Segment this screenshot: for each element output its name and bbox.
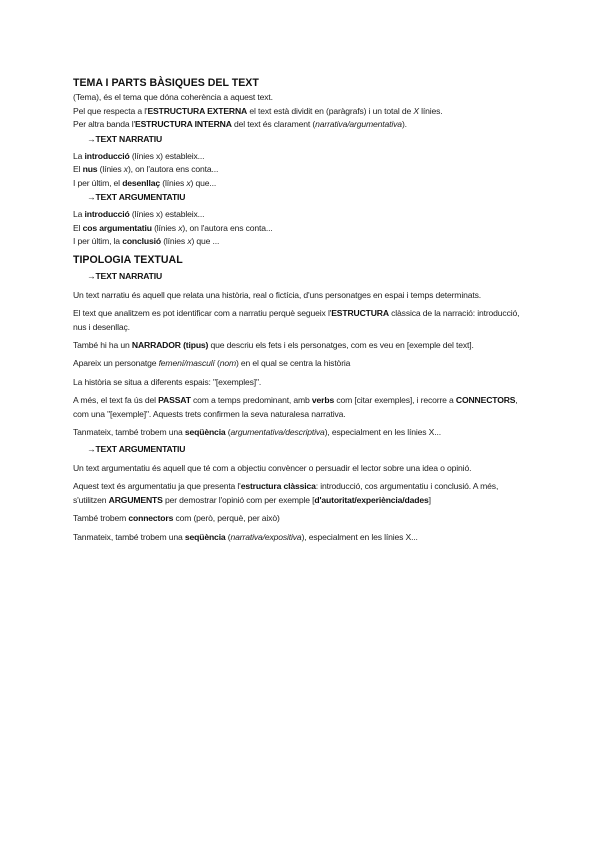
bold-term: nus xyxy=(82,164,98,174)
intro-line xyxy=(73,118,533,132)
bold-term: ESTRUCTURA EXTERNA xyxy=(147,105,248,116)
bold-term: ESTRUCTURA INTERNA xyxy=(135,119,232,129)
italic-term: x xyxy=(186,177,191,188)
text: ) que ... xyxy=(191,236,220,246)
text: El xyxy=(73,222,83,233)
structure-line xyxy=(73,150,533,164)
text: per demostrar l'opinió com per exemple [ xyxy=(162,495,315,506)
text: ] xyxy=(428,495,431,506)
text: ), especialment en les línies X... xyxy=(301,531,418,542)
text: com (però, perquè, per això) xyxy=(173,513,280,524)
subheading-text-narratiu: →TEXT NARRATIU xyxy=(87,270,163,281)
text: del text és clarament ( xyxy=(231,119,316,129)
subheading-text-narratiu: →TEXT NARRATIU xyxy=(87,133,163,144)
text: (línies xyxy=(97,164,124,174)
text: El text que analitzem es pot identificar com a narratiu perquè segueix l' xyxy=(73,307,332,318)
paragraph xyxy=(73,531,533,545)
italic-term: narrativa/argumentativa xyxy=(315,119,402,129)
structure-line xyxy=(73,222,533,236)
text: que descriu els fets i els personatges, com es veu en [exemple del text]. xyxy=(208,339,474,350)
structure-line xyxy=(73,177,533,191)
text: Un text narratiu és aquell que relata una història, real o fictícia, d'uns personatges en espai i temps determinats. xyxy=(73,289,481,300)
subheading-text-argumentatiu: →TEXT ARGUMENTATIU xyxy=(87,192,186,202)
italic-term: X xyxy=(413,105,419,116)
text: Pel que respecta a l' xyxy=(73,105,148,116)
bold-term: estructura clàssica xyxy=(240,481,316,492)
italic-term: argumentativa/descriptiva xyxy=(230,427,325,438)
text: ( xyxy=(214,358,220,369)
bold-term: introducció xyxy=(84,150,130,161)
text: (línies x) estableix... xyxy=(129,150,205,161)
paragraph xyxy=(73,426,533,440)
paragraph xyxy=(73,307,533,334)
bold-term: desenllaç xyxy=(122,177,161,188)
paragraph xyxy=(73,376,533,390)
text: I per últim, la xyxy=(73,236,123,246)
text: ), especialment en les línies X... xyxy=(324,427,441,438)
intro-line xyxy=(73,105,533,119)
paragraph xyxy=(73,289,533,303)
text: A més, el text fa ús del xyxy=(73,395,159,406)
text: com a temps predominant, amb xyxy=(190,395,312,406)
text: Tanmateix, també trobem una xyxy=(73,427,185,438)
subheading-text-argumentatiu: →TEXT ARGUMENTATIU xyxy=(87,443,186,454)
italic-term: nom xyxy=(219,358,236,369)
text: el text està dividit en (paràgrafs) i un total de xyxy=(247,105,414,116)
text: (línies xyxy=(160,236,188,246)
structure-line xyxy=(73,235,533,249)
bold-term: introducció xyxy=(84,209,130,219)
heading-tipologia: TIPOLOGIA TEXTUAL xyxy=(73,253,183,266)
paragraph xyxy=(73,394,533,421)
text: ) en el qual se centra la història xyxy=(235,358,351,369)
bold-term: conclusió xyxy=(122,236,161,246)
bold-term: seqüència xyxy=(184,531,226,542)
text: Tanmateix, també trobem una xyxy=(73,531,185,542)
text: També hi ha un xyxy=(73,339,132,350)
text: ( xyxy=(225,531,231,542)
bold-term: ESTRUCTURA xyxy=(331,307,389,318)
text: ). xyxy=(401,119,407,129)
structure-line xyxy=(73,208,533,222)
text: com [citar exemples], i recorre a xyxy=(334,395,456,406)
text: (línies x) estableix... xyxy=(129,209,205,219)
text: ), on l'autora ens conta... xyxy=(182,222,273,233)
text: També trobem xyxy=(73,513,129,524)
text: Un text argumentatiu és aquell que té com a objectiu convèncer o persuadir el lector sobre una idea o opinió. xyxy=(73,462,472,473)
bold-term: CONNECTORS xyxy=(455,395,516,406)
text: ), on l'autora ens conta... xyxy=(127,164,219,174)
text: Aquest text és argumentatiu ja que presenta l' xyxy=(73,481,241,492)
text: clàssica de la narració: introducció, nus i desenllaç. xyxy=(73,307,520,332)
intro-line xyxy=(73,91,533,105)
italic-term: femení/masculí xyxy=(158,358,215,369)
bold-term: NARRADOR (tipus) xyxy=(131,339,209,350)
paragraph xyxy=(73,462,533,476)
text: : introducció, cos argumentatiu i conclusió. A més, s'utilitzen xyxy=(73,481,499,506)
bold-term: d'autoritat/experiència/dades xyxy=(314,495,429,506)
document-body xyxy=(73,75,533,545)
bold-term: cos argumentatiu xyxy=(82,222,152,233)
italic-term: x xyxy=(123,164,128,174)
paragraph xyxy=(73,357,533,371)
text: La xyxy=(73,209,85,219)
text: línies. xyxy=(418,105,443,116)
heading-tema: TEMA I PARTS BÀSIQUES DEL TEXT xyxy=(73,77,259,89)
paragraph xyxy=(73,480,533,507)
text: (línies xyxy=(151,222,179,233)
paragraph xyxy=(73,339,533,353)
text: Apareix un personatge xyxy=(73,358,159,369)
bold-term: ARGUMENTS xyxy=(108,495,163,506)
text: La història se situa a diferents espais: "[exemples]". xyxy=(73,376,262,387)
text: , com una "[exemple]". Aquests trets confirmen la seva naturalesa narrativa. xyxy=(73,395,518,419)
bold-term: verbs xyxy=(311,395,335,406)
italic-term: x xyxy=(187,236,192,246)
bold-term: seqüència xyxy=(184,427,226,438)
bold-term: connectors xyxy=(128,513,174,524)
text: (Tema), és el tema que dóna coherència a aquest text. xyxy=(73,92,273,102)
text: Per altra banda l' xyxy=(73,119,136,129)
text: ( xyxy=(225,427,231,438)
paragraph xyxy=(73,512,533,526)
text: I per últim, el xyxy=(73,177,123,188)
italic-term: narrativa/expositiva xyxy=(230,531,302,542)
italic-term: x xyxy=(178,222,183,233)
structure-line xyxy=(73,163,533,177)
bold-term: PASSAT xyxy=(158,395,191,406)
text: El xyxy=(73,164,83,174)
text: ) que... xyxy=(190,177,217,188)
text: (línies xyxy=(160,177,187,188)
text: La xyxy=(73,150,85,161)
